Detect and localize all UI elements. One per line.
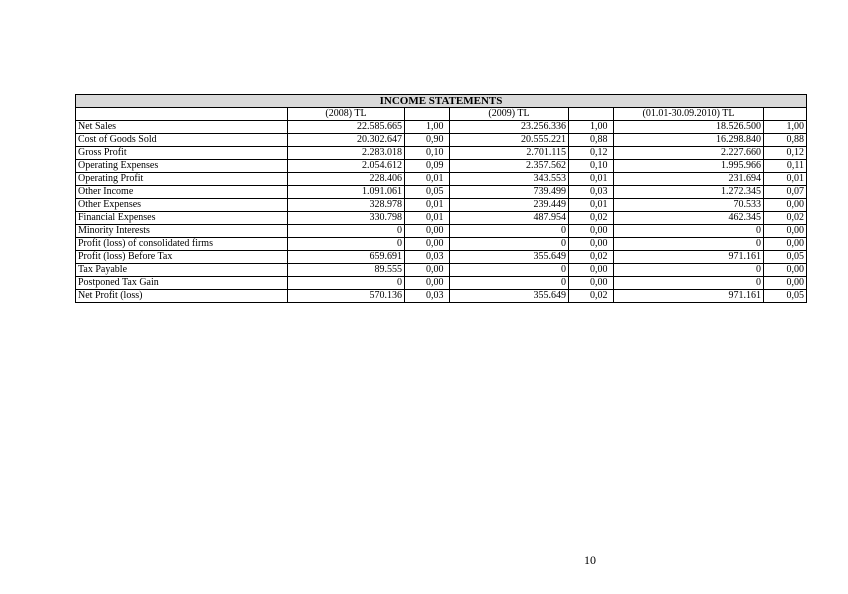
amount-cell: 1.995.966 [614, 160, 764, 173]
amount-cell: 487.954 [450, 212, 569, 225]
header-cell [76, 108, 288, 121]
amount-cell: 239.449 [450, 199, 569, 212]
row-label: Operating Profit [76, 173, 288, 186]
table-row [76, 251, 807, 264]
row-label: Other Expenses [76, 199, 288, 212]
ratio-cell: 0,00 [764, 264, 807, 277]
amount-cell: 2.054.612 [288, 160, 405, 173]
ratio-cell: 0,03 [405, 251, 450, 264]
table-row [76, 173, 807, 186]
ratio-cell: 0,00 [569, 238, 614, 251]
amount-cell: 0 [614, 277, 764, 290]
row-label: Net Sales [76, 121, 288, 134]
amount-cell: 462.345 [614, 212, 764, 225]
header-cell-2010: (01.01-30.09.2010) TL [614, 108, 764, 121]
ratio-cell: 0,09 [405, 160, 450, 173]
ratio-cell: 0,12 [764, 147, 807, 160]
row-label: Tax Payable [76, 264, 288, 277]
ratio-cell: 0,00 [569, 277, 614, 290]
amount-cell: 0 [450, 238, 569, 251]
header-cell [764, 108, 807, 121]
header-cell [569, 108, 614, 121]
amount-cell: 330.798 [288, 212, 405, 225]
table-row [76, 160, 807, 173]
ratio-cell: 0,02 [569, 290, 614, 303]
amount-cell: 971.161 [614, 290, 764, 303]
row-label: Profit (loss) Before Tax [76, 251, 288, 264]
header-cell-2008: (2008) TL [288, 108, 405, 121]
ratio-cell: 0,03 [569, 186, 614, 199]
ratio-cell: 0,01 [405, 173, 450, 186]
amount-cell: 570.136 [288, 290, 405, 303]
ratio-cell: 0,10 [405, 147, 450, 160]
amount-cell: 0 [288, 238, 405, 251]
amount-cell: 22.585.665 [288, 121, 405, 134]
amount-cell: 0 [614, 238, 764, 251]
ratio-cell: 0,10 [569, 160, 614, 173]
ratio-cell: 0,00 [405, 225, 450, 238]
table-header-row [76, 108, 807, 121]
row-label: Other Income [76, 186, 288, 199]
ratio-cell: 0,03 [405, 290, 450, 303]
table-row [76, 199, 807, 212]
amount-cell: 343.553 [450, 173, 569, 186]
amount-cell: 1.091.061 [288, 186, 405, 199]
ratio-cell: 0,00 [569, 264, 614, 277]
ratio-cell: 0,01 [569, 173, 614, 186]
ratio-cell: 0,00 [764, 238, 807, 251]
header-cell [405, 108, 450, 121]
amount-cell: 16.298.840 [614, 134, 764, 147]
amount-cell: 23.256.336 [450, 121, 569, 134]
table-row [76, 277, 807, 290]
amount-cell: 0 [614, 264, 764, 277]
amount-cell: 0 [450, 277, 569, 290]
amount-cell: 20.302.647 [288, 134, 405, 147]
row-label: Minority Interests [76, 225, 288, 238]
amount-cell: 2.701.115 [450, 147, 569, 160]
row-label: Gross Profit [76, 147, 288, 160]
ratio-cell: 0,00 [569, 225, 614, 238]
table-title-row [76, 95, 807, 108]
ratio-cell: 1,00 [405, 121, 450, 134]
amount-cell: 0 [288, 225, 405, 238]
row-label: Profit (loss) of consolidated firms [76, 238, 288, 251]
amount-cell: 1.272.345 [614, 186, 764, 199]
ratio-cell: 0,90 [405, 134, 450, 147]
table-row [76, 212, 807, 225]
amount-cell: 355.649 [450, 290, 569, 303]
table-title: INCOME STATEMENTS [76, 95, 807, 108]
ratio-cell: 0,00 [764, 225, 807, 238]
amount-cell: 18.526.500 [614, 121, 764, 134]
ratio-cell: 0,02 [569, 212, 614, 225]
row-label: Financial Expenses [76, 212, 288, 225]
ratio-cell: 0,88 [569, 134, 614, 147]
ratio-cell: 0,05 [764, 251, 807, 264]
table-row [76, 147, 807, 160]
row-label: Postponed Tax Gain [76, 277, 288, 290]
amount-cell: 70.533 [614, 199, 764, 212]
page-number: 10 [584, 553, 596, 567]
ratio-cell: 0,00 [405, 264, 450, 277]
amount-cell: 2.357.562 [450, 160, 569, 173]
ratio-cell: 0,01 [569, 199, 614, 212]
amount-cell: 20.555.221 [450, 134, 569, 147]
amount-cell: 228.406 [288, 173, 405, 186]
table-row [76, 238, 807, 251]
amount-cell: 231.694 [614, 173, 764, 186]
amount-cell: 971.161 [614, 251, 764, 264]
ratio-cell: 0,88 [764, 134, 807, 147]
table-row [76, 290, 807, 303]
header-cell-2009: (2009) TL [450, 108, 569, 121]
row-label: Operating Expenses [76, 160, 288, 173]
ratio-cell: 0,01 [405, 199, 450, 212]
amount-cell: 0 [450, 225, 569, 238]
ratio-cell: 0,01 [764, 173, 807, 186]
amount-cell: 355.649 [450, 251, 569, 264]
ratio-cell: 0,02 [569, 251, 614, 264]
amount-cell: 89.555 [288, 264, 405, 277]
income-statements-table [75, 94, 807, 303]
amount-cell: 0 [288, 277, 405, 290]
row-label: Cost of Goods Sold [76, 134, 288, 147]
amount-cell: 328.978 [288, 199, 405, 212]
amount-cell: 659.691 [288, 251, 405, 264]
ratio-cell: 0,00 [764, 277, 807, 290]
table-row [76, 264, 807, 277]
amount-cell: 2.227.660 [614, 147, 764, 160]
ratio-cell: 0,00 [764, 199, 807, 212]
ratio-cell: 0,11 [764, 160, 807, 173]
ratio-cell: 0,12 [569, 147, 614, 160]
amount-cell: 0 [450, 264, 569, 277]
amount-cell: 0 [614, 225, 764, 238]
table-row [76, 186, 807, 199]
table-row [76, 121, 807, 134]
table-row [76, 134, 807, 147]
table-row [76, 225, 807, 238]
ratio-cell: 1,00 [569, 121, 614, 134]
ratio-cell: 0,02 [764, 212, 807, 225]
ratio-cell: 0,00 [405, 277, 450, 290]
amount-cell: 2.283.018 [288, 147, 405, 160]
amount-cell: 739.499 [450, 186, 569, 199]
ratio-cell: 0,00 [405, 238, 450, 251]
ratio-cell: 1,00 [764, 121, 807, 134]
ratio-cell: 0,07 [764, 186, 807, 199]
ratio-cell: 0,05 [405, 186, 450, 199]
row-label: Net Profit (loss) [76, 290, 288, 303]
ratio-cell: 0,01 [405, 212, 450, 225]
ratio-cell: 0,05 [764, 290, 807, 303]
